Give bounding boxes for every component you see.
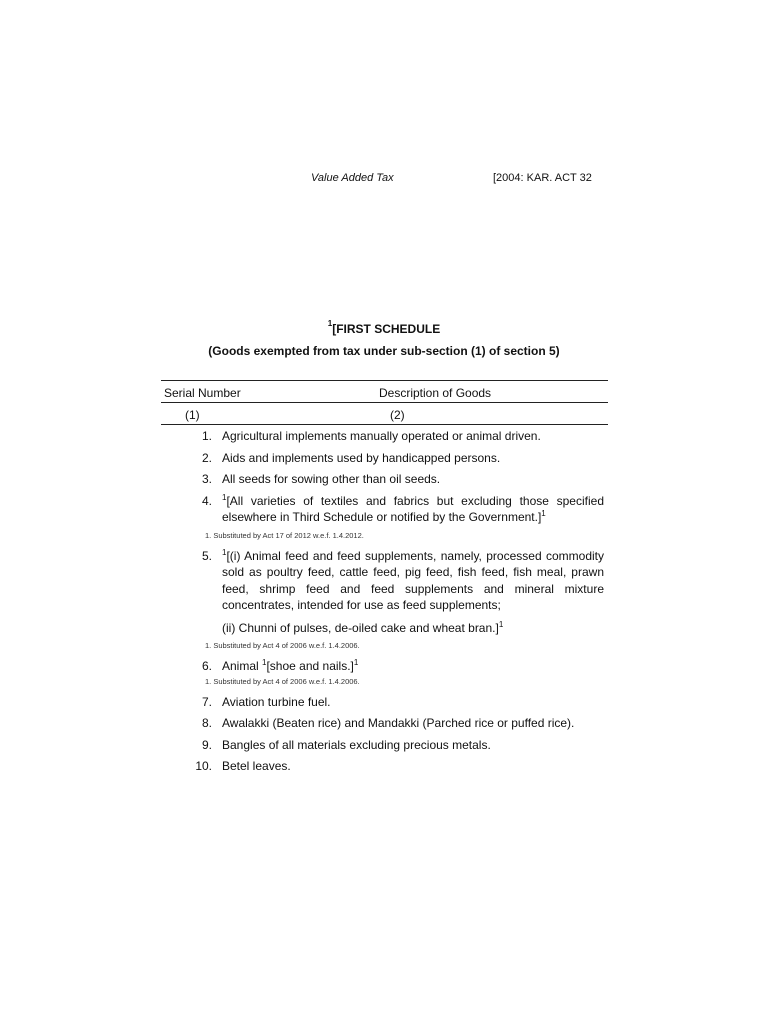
list-item — [0, 548, 768, 637]
item-text: Betel leaves. — [222, 759, 291, 773]
item-number: 6. — [201, 659, 212, 673]
list-item — [0, 694, 768, 711]
table-top-rule — [161, 380, 608, 381]
footnote-marker: 1 — [541, 509, 546, 518]
column-number-2: (2) — [390, 408, 405, 422]
footnote-marker: 1 — [262, 658, 267, 667]
schedule-subtitle: (Goods exempted from tax under sub-section (1) of section 5) — [208, 344, 560, 358]
item-text: Aviation turbine fuel. — [222, 694, 331, 709]
list-item — [0, 715, 768, 732]
running-header-title: Value Added Tax — [311, 172, 394, 184]
column-header-description: Description of Goods — [379, 386, 492, 400]
footnote-marker: 1 — [353, 658, 359, 667]
column-header-serial: Serial Number — [164, 386, 241, 400]
item-number: 8. — [201, 716, 212, 730]
item-text-body: [shoe and nails.] — [266, 659, 354, 673]
footnote-marker: 1 — [498, 619, 504, 629]
item-text — [222, 548, 604, 614]
item-number: 3. — [201, 472, 212, 486]
footnote-marker: 1 — [222, 492, 227, 502]
list-item — [0, 658, 768, 675]
column-number-1: (1) — [185, 408, 200, 422]
item-text-continued — [222, 620, 604, 637]
item-number: 5. — [201, 548, 212, 563]
title-superscript: 1 — [327, 319, 333, 328]
title-text: [FIRST SCHEDULE — [332, 322, 441, 336]
list-item — [0, 493, 768, 526]
item-number: 9. — [201, 737, 212, 752]
item-text — [222, 658, 604, 675]
list-item — [0, 450, 768, 467]
list-item — [0, 737, 768, 754]
item-number: 4. — [201, 493, 212, 508]
item-number: 1. — [201, 429, 212, 443]
goods-list — [0, 428, 768, 780]
table-columns-rule — [161, 424, 608, 425]
item-text: Agricultural implements manually operated or animal driven. — [222, 429, 541, 443]
table-header-rule — [161, 402, 608, 403]
item-text-body: [All varieties of textiles and fabrics but excluding those specified elsewhere in Third Schedule or notified by the Government.] — [222, 493, 604, 524]
item-text: All seeds for sowing other than oil seeds. — [222, 472, 441, 486]
list-item — [0, 428, 768, 445]
item-number: 10. — [195, 759, 212, 773]
item-text: Awalakki (Beaten rice) and Mandakki (Parched rice or puffed rice). — [222, 716, 575, 730]
footnote: 1. Substituted by Act 4 of 2006 w.e.f. 1.4.2006. — [205, 676, 360, 686]
footnote: 1. Substituted by Act 4 of 2006 w.e.f. 1.4.2006. — [205, 641, 360, 650]
list-item — [0, 471, 768, 488]
item-text: Bangles of all materials excluding precious metals. — [222, 737, 491, 752]
item-number: 2. — [201, 450, 212, 465]
item-number: 7. — [201, 694, 212, 709]
footnote: 1. Substituted by Act 17 of 2012 w.e.f. 1.4.2012. — [205, 530, 364, 540]
item-text-body: [(i) Animal feed and feed supplements, namely, processed commodity sold as poultry feed, cattle feed, pig feed, fish feed, fish meal, prawn feed, shrimp feed and feed supplements and mineral mixture concentrates, intended for use as feed supplements; — [222, 548, 604, 612]
item-text-pre: Animal — [222, 659, 263, 673]
footnote-marker: 1 — [222, 547, 227, 557]
item-text: Aids and implements used by handicapped persons. — [222, 450, 501, 465]
list-item — [0, 758, 768, 775]
schedule-title — [0, 319, 768, 336]
item-text — [222, 493, 604, 526]
running-header-act: [2004: KAR. ACT 32 — [493, 172, 592, 184]
item-text-body: (ii) Chunni of pulses, de-oiled cake and wheat bran.] — [222, 620, 499, 635]
